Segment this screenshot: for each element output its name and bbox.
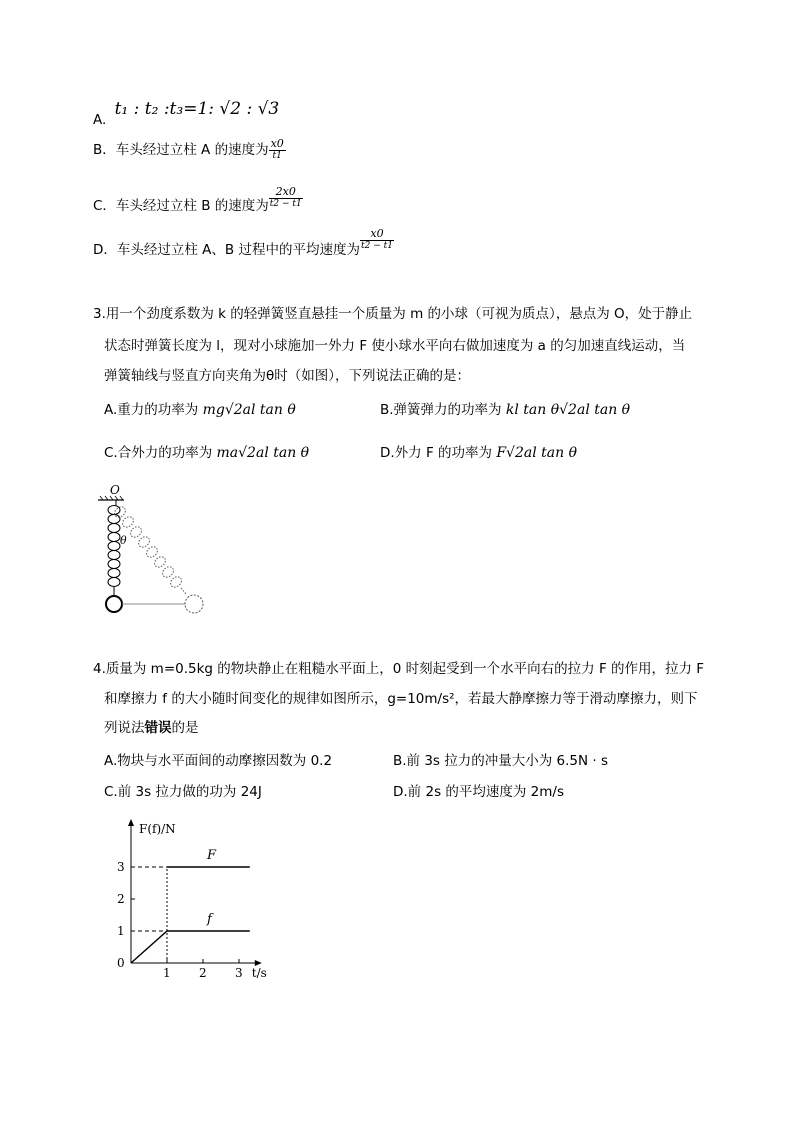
y-tick-label: 1	[117, 924, 125, 938]
fraction-numerator: 2x0	[269, 186, 303, 199]
series-line-f	[131, 931, 250, 963]
q3-option-d-formula: F√2al tan θ	[496, 445, 578, 461]
q3-option-c-text: C.合外力的功率为	[104, 445, 213, 461]
y-tick-label: 3	[117, 860, 125, 874]
fraction-numerator: x0	[270, 137, 284, 150]
x-tick-label: 3	[235, 966, 243, 980]
q3-option-a-text: A.重力的功率为	[104, 402, 199, 418]
ball-rest	[106, 596, 122, 612]
pivot-label-O: O	[110, 483, 120, 497]
q2-option-b	[93, 138, 286, 162]
series-label-F: F	[207, 848, 217, 863]
q3-stem-line-1: 3.用一个劲度系数为 k 的轻弹簧竖直悬挂一个质量为 m 的小球（可视为质点），悬点为 O，处于静止	[93, 306, 693, 322]
q2-option-a-formula: t₁ : t₂ :t₃=1: √2 : √3	[114, 99, 280, 119]
q3-option-c-formula: ma√2al tan θ	[216, 445, 310, 461]
q2-option-a-label: A.	[93, 112, 107, 128]
q2-option-c	[93, 185, 303, 214]
q3-option-a	[104, 401, 296, 419]
spring-figure	[90, 482, 220, 620]
q2-option-d-text: D．车头经过立柱 A、B 过程中的平均速度为	[93, 242, 360, 258]
x-axis-label: t/s	[251, 966, 267, 980]
q4-option-b: B.前 3s 拉力的冲量大小为 6.5N · s	[393, 753, 609, 769]
q2-option-b-fraction	[269, 138, 286, 162]
ball-displaced	[185, 595, 203, 613]
force-time-chart	[110, 815, 290, 985]
q3-stem-line-2: 状态时弹簧长度为 l，现对小球施加一外力 F 使小球水平向右做加速度为 a 的匀加速直线运动，当	[104, 338, 686, 354]
q3-option-b-formula: kl tan θ√2al tan θ	[505, 402, 631, 418]
vertical-spring	[108, 500, 120, 596]
q2-option-d	[93, 227, 394, 258]
q3-option-a-formula: mg√2al tan θ	[202, 402, 296, 418]
x-tick-label: 1	[163, 966, 171, 980]
q2-option-c-text: C．车头经过立柱 B 的速度为	[93, 198, 269, 214]
y-tick-label: 2	[117, 892, 125, 906]
q3-stem-line-3: 弹簧轴线与竖直方向夹角为θ时（如图），下列说法正确的是：	[104, 368, 471, 384]
q3-option-d-text: D.外力 F 的功率为	[380, 445, 493, 461]
y-axis-label: F(f)/N	[139, 822, 176, 836]
q4-option-d: D.前 2s 的平均速度为 2m/s	[393, 784, 565, 800]
q4-stem-emphasis: 错误	[144, 720, 172, 736]
q2-option-c-fraction	[269, 186, 303, 210]
q3-option-b	[380, 401, 630, 419]
fraction-numerator: x0	[360, 228, 394, 241]
q2-option-a	[93, 99, 280, 128]
q4-stem-line-2: 和摩擦力 f 的大小随时间变化的规律如图所示，g=10m/s²，若最大静摩擦力等于滑动摩擦力，则下	[104, 691, 698, 707]
x-tick-label: 2	[199, 966, 207, 980]
tilted-spring	[113, 505, 186, 594]
fraction-denominator: t2 − t1	[360, 241, 393, 251]
q4-option-a: A.物块与水平面间的动摩擦因数为 0.2	[104, 753, 333, 769]
q3-option-d	[380, 444, 577, 462]
q3-option-b-text: B.弹簧弹力的功率为	[380, 402, 502, 418]
series-label-f: f	[207, 912, 212, 927]
q4-stem-line-3-post: 的是	[171, 720, 199, 736]
q4-option-c: C.前 3s 拉力做的功为 24J	[104, 784, 262, 800]
y-axis-arrow	[128, 819, 134, 826]
fraction-denominator: t2 − t1	[269, 199, 302, 209]
origin-label: 0	[117, 956, 125, 970]
q2-option-d-fraction	[360, 228, 394, 252]
q2-option-b-text: B．车头经过立柱 A 的速度为	[93, 142, 269, 158]
fraction-denominator: t1	[272, 151, 282, 161]
q4-stem-line-3	[104, 719, 199, 737]
q3-option-c	[104, 444, 309, 462]
angle-label-theta: θ	[120, 534, 127, 547]
q4-stem-line-1: 4.质量为 m=0.5kg 的物块静止在粗糙水平面上，0 时刻起受到一个水平向右的拉力 F 的作用，拉力 F	[93, 661, 705, 677]
q4-stem-line-3-pre: 列说法	[104, 720, 145, 736]
